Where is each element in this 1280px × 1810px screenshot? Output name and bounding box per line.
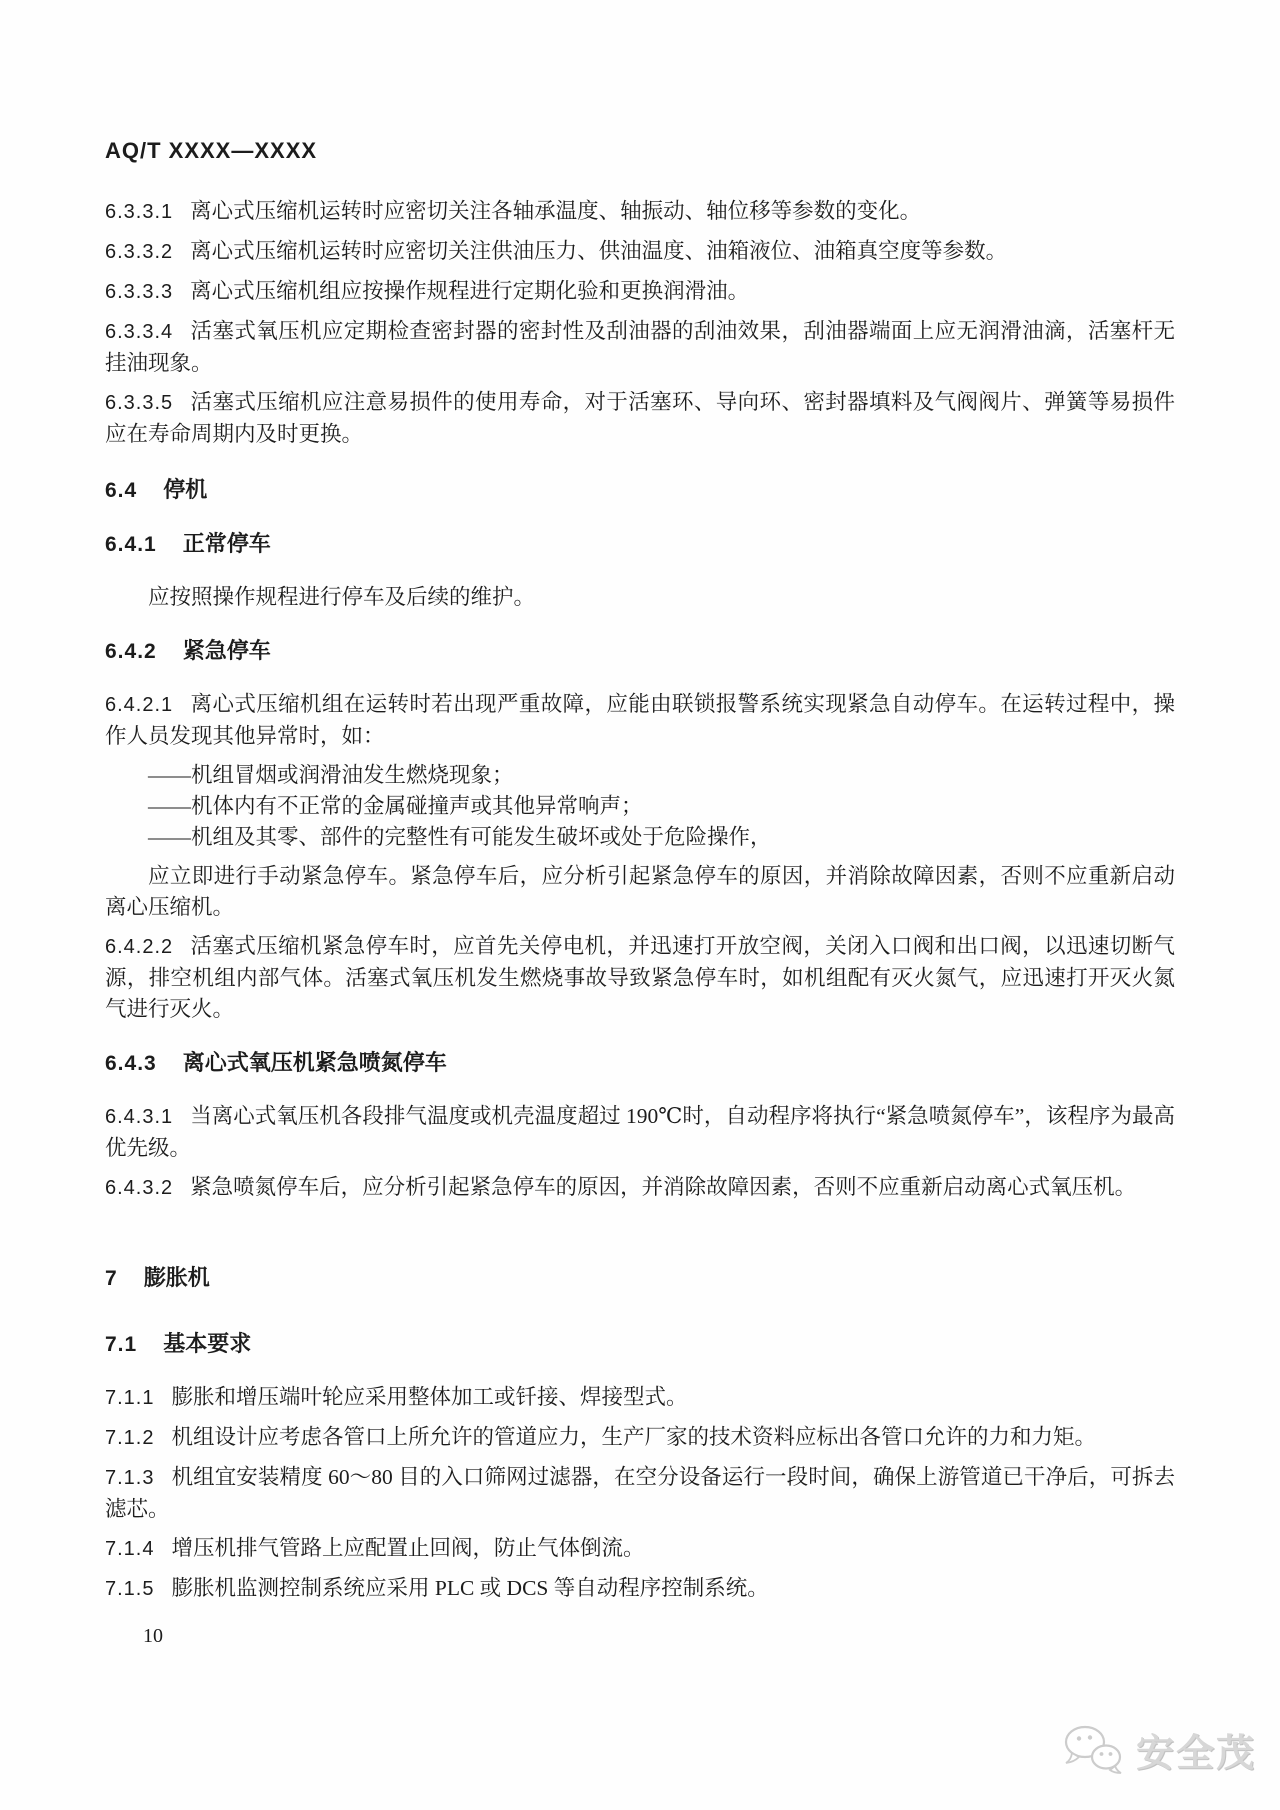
clause-number: 6.4.2.1: [105, 694, 174, 716]
heading-text: 离心式氧压机紧急喷氮停车: [182, 1050, 447, 1075]
clause-6.3.3.1: [105, 196, 1175, 228]
heading-number: 7: [105, 1267, 118, 1290]
clause-6.3.3.5: [105, 387, 1175, 450]
clause-number: 6.3.3.2: [105, 241, 174, 263]
heading-number: 6.4.3: [105, 1052, 157, 1075]
clause-6.4.3.2: [105, 1172, 1175, 1204]
heading-text: 基本要求: [163, 1331, 252, 1356]
clause-number: 6.3.3.1: [105, 201, 174, 223]
heading-number: 6.4.2: [105, 640, 157, 663]
dash-item-1: ——机组冒烟或润滑油发生燃烧现象；: [148, 763, 514, 787]
dash-item-3: ——机组及其零、部件的完整性有可能发生破坏或处于危险操作，: [148, 825, 772, 849]
clause-6.3.3.3: [105, 276, 1175, 308]
clause-6.4.2.2: [105, 931, 1175, 1025]
clause-text: 活塞式氧压机应定期检查密封器的密封性及刮油器的刮油效果，刮油器端面上应无润滑油滴，活塞杆无挂油现象。: [105, 319, 1175, 375]
clause-number: 6.4.3.1: [105, 1106, 174, 1128]
clause-text: 当离心式氧压机各段排气温度或机壳温度超过 190℃时，自动程序将执行“紧急喷氮停车”，该程序为最高优先级。: [105, 1104, 1175, 1160]
clause-7.1.2: [105, 1422, 1175, 1454]
clause-6.3.3.4: [105, 316, 1175, 379]
heading-6.4.3: [105, 1047, 1175, 1079]
clause-text: 膨胀和增压端叶轮应采用整体加工或钎接、焊接型式。: [171, 1385, 688, 1409]
clause-text: 增压机排气管路上应配置止回阀，防止气体倒流。: [171, 1536, 645, 1560]
para-normal-stop: 应按照操作规程进行停车及后续的维护。: [148, 585, 536, 609]
clause-text: 离心式压缩机组应按操作规程进行定期化验和更换润滑油。: [190, 279, 750, 303]
clause-7.1.5: [105, 1573, 1175, 1605]
doc-code: AQ/T XXXX—XXXX: [105, 138, 318, 163]
heading-6.4: [105, 474, 1175, 506]
clause-text: 离心式压缩机运转时应密切关注各轴承温度、轴振动、轴位移等参数的变化。: [190, 199, 922, 223]
clause-text: 离心式压缩机组在运转时若出现严重故障，应能由联锁报警系统实现紧急自动停车。在运转过程中，操作人员发现其他异常时，如：: [105, 692, 1175, 748]
clause-number: 6.4.2.2: [105, 936, 174, 958]
clause-6.4.3.1: [105, 1101, 1175, 1164]
heading-number: 6.4: [105, 479, 138, 502]
heading-6.4.2: [105, 635, 1175, 667]
clause-number: 6.3.3.3: [105, 281, 174, 303]
watermark-text: 安全茂: [1135, 1733, 1256, 1775]
wechat-logo-icon: [1062, 1724, 1126, 1776]
clause-text: 机组宜安装精度 60～80 目的入口筛网过滤器，在空分设备运行一段时间，确保上游管道已干净后，可拆去滤芯。: [105, 1465, 1175, 1521]
clause-text: 膨胀机监测控制系统应采用 PLC 或 DCS 等自动程序控制系统。: [171, 1576, 769, 1600]
clause-number: 7.1.2: [105, 1427, 155, 1449]
watermark: [1062, 1722, 1256, 1777]
heading-7: [105, 1262, 1175, 1294]
clause-7.1.4: [105, 1533, 1175, 1565]
heading-text: 正常停车: [182, 531, 271, 556]
clause-text: 活塞式压缩机紧急停车时，应首先关停电机，并迅速打开放空阀，关闭入口阀和出口阀，以迅速切断气源，排空机组内部气体。活塞式氧压机发生燃烧事故导致紧急停车时，如机组配有灭火氮气，应迅速打开灭火氮气进行灭火。: [105, 934, 1175, 1021]
clause-number: 7.1.3: [105, 1467, 155, 1489]
heading-text: 膨胀机: [143, 1265, 210, 1290]
clause-number: 7.1.5: [105, 1578, 155, 1600]
clause-text: 紧急喷氮停车后，应分析引起紧急停车的原因，并消除故障因素，否则不应重新启动离心式氧压机。: [190, 1175, 1137, 1199]
clause-number: 6.3.3.5: [105, 392, 174, 414]
heading-6.4.1: [105, 528, 1175, 560]
clause-7.1.1: [105, 1382, 1175, 1414]
clause-text: 机组设计应考虑各管口上所允许的管道应力，生产厂家的技术资料应标出各管口允许的力和力矩。: [171, 1425, 1096, 1449]
clause-number: 6.4.3.2: [105, 1177, 174, 1199]
heading-text: 紧急停车: [182, 638, 271, 663]
dash-item-2: ——机体内有不正常的金属碰撞声或其他异常响声；: [148, 794, 643, 818]
para-manual-emergency-stop: 应立即进行手动紧急停车。紧急停车后，应分析引起紧急停车的原因，并消除故障因素，否则不应重新启动离心压缩机。: [105, 864, 1175, 919]
clause-6.3.3.2: [105, 236, 1175, 268]
clause-number: 6.3.3.4: [105, 321, 174, 343]
heading-number: 6.4.1: [105, 533, 157, 556]
heading-7.1: [105, 1328, 1175, 1360]
clause-7.1.3: [105, 1462, 1175, 1525]
heading-number: 7.1: [105, 1333, 138, 1356]
page-number: 10: [143, 1625, 163, 1647]
clause-6.4.2.1: [105, 689, 1175, 752]
clause-number: 7.1.1: [105, 1387, 155, 1409]
clause-text: 离心式压缩机运转时应密切关注供油压力、供油温度、油箱液位、油箱真空度等参数。: [190, 239, 1008, 263]
heading-text: 停机: [163, 477, 208, 502]
clause-number: 7.1.4: [105, 1538, 155, 1560]
clause-text: 活塞式压缩机应注意易损件的使用寿命，对于活塞环、导向环、密封器填料及气阀阀片、弹簧等易损件应在寿命周期内及时更换。: [105, 390, 1175, 446]
